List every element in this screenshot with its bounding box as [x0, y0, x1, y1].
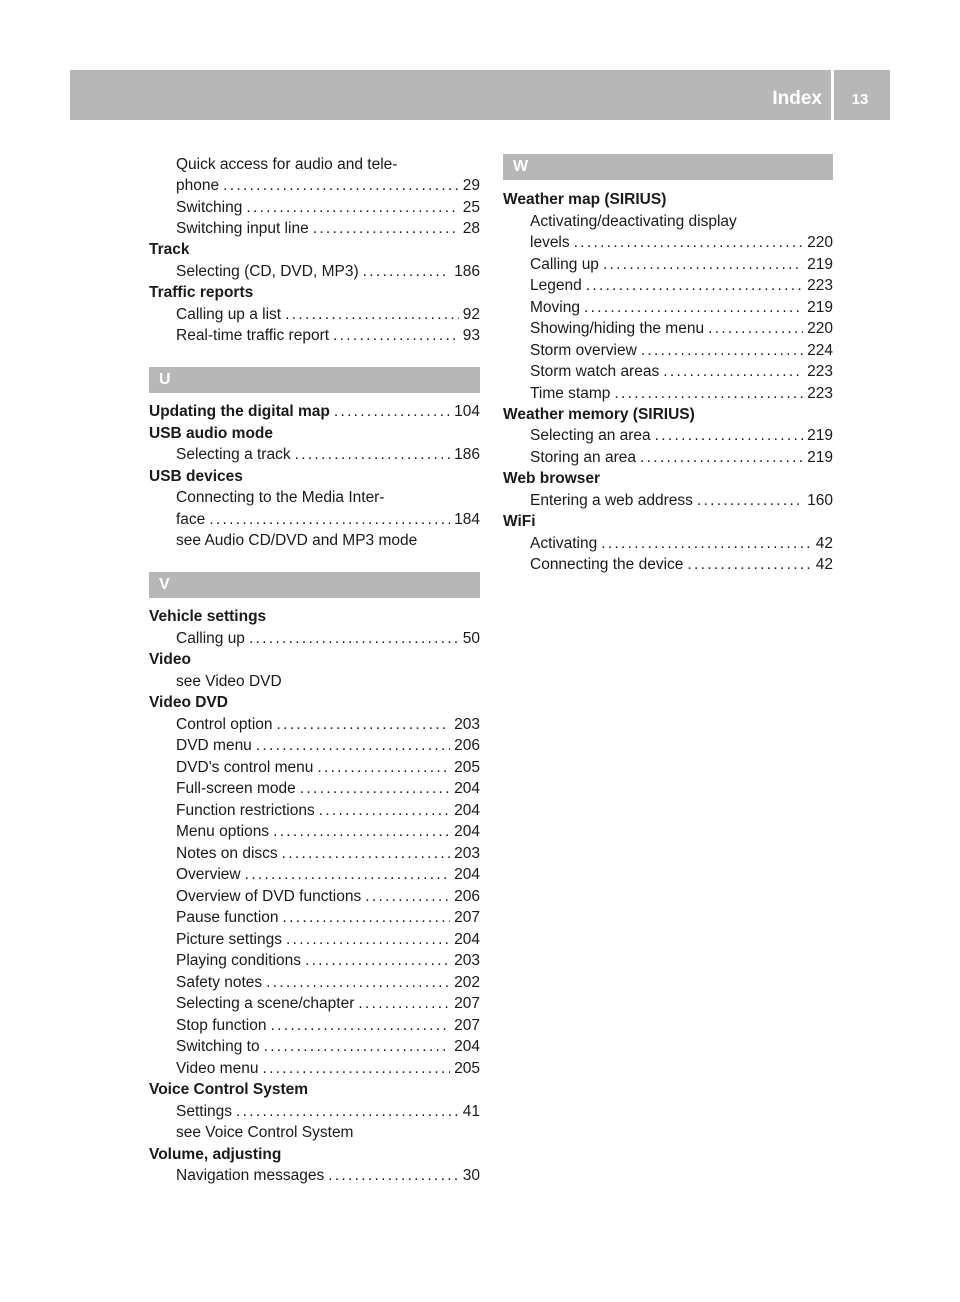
index-entry: Overview of DVD functions . . . 206 — [176, 886, 480, 907]
index-entry: Switching to . . . 204 — [176, 1036, 480, 1057]
index-entry: Storm watch areas . . . 223 — [530, 361, 833, 382]
index-entry: Moving . . . 219 — [530, 297, 833, 318]
index-entry: Safety notes . . . 202 — [176, 972, 480, 993]
section-header-v: V — [149, 572, 480, 598]
index-entry: DVD menu . . . 206 — [176, 735, 480, 756]
index-entry: Video menu . . . 205 — [176, 1058, 480, 1079]
index-entry: Switching . . . 25 — [176, 197, 480, 218]
index-entry: Overview . . . 204 — [176, 864, 480, 885]
index-entry: Entering a web address . . . 160 — [530, 490, 833, 511]
index-heading: WiFi — [503, 513, 536, 530]
index-entry: Calling up . . . 219 — [530, 254, 833, 275]
index-entry: Menu options . . . 204 — [176, 821, 480, 842]
index-entry: Storm overview . . . 224 — [530, 340, 833, 361]
index-heading: Traffic reports — [149, 284, 254, 301]
index-entry: Selecting a scene/chapter . . . 207 — [176, 993, 480, 1014]
index-entry: levels . . . 220 — [530, 232, 833, 253]
index-entry: Picture settings . . . 204 — [176, 929, 480, 950]
index-entry: Playing conditions . . . 203 — [176, 950, 480, 971]
index-heading: Weather memory (SIRIUS) — [503, 406, 695, 423]
section-header-w: W — [503, 154, 833, 180]
index-entry: Time stamp . . . 223 — [530, 383, 833, 404]
index-entry: Activating/deactivating display — [530, 213, 737, 230]
index-heading: Weather map (SIRIUS) — [503, 191, 667, 208]
index-entry: see Audio CD/DVD and MP3 mode — [176, 532, 418, 549]
index-entry: Storing an area . . . 219 — [530, 447, 833, 468]
index-heading: Video DVD — [149, 694, 228, 711]
index-entry: Real-time traffic report . . . 93 — [176, 325, 480, 346]
index-entry: Selecting an area . . . 219 — [530, 425, 833, 446]
index-entry: face . . . 184 — [176, 509, 480, 530]
index-entry: see Video DVD — [176, 673, 282, 690]
index-entry: Selecting (CD, DVD, MP3) . . . 186 — [176, 261, 480, 282]
index-entry: Calling up . . . 50 — [176, 628, 480, 649]
index-entry: Showing/hiding the menu . . . 220 — [530, 318, 833, 339]
index-heading: Voice Control System — [149, 1081, 309, 1098]
index-entry: Pause function . . . 207 — [176, 907, 480, 928]
index-heading: USB devices — [149, 468, 243, 485]
index-entry: Settings . . . 41 — [176, 1101, 480, 1122]
index-heading: Updating the digital map . . . 104 — [149, 401, 480, 422]
index-entry: Quick access for audio and tele- — [176, 156, 398, 173]
index-entry: phone . . . 29 — [176, 175, 480, 196]
section-header-u: U — [149, 367, 480, 393]
index-entry: Activating . . . 42 — [530, 533, 833, 554]
index-entry: Legend . . . 223 — [530, 275, 833, 296]
index-heading: USB audio mode — [149, 425, 274, 442]
index-entry: Function restrictions . . . 204 — [176, 800, 480, 821]
page-title: Index — [772, 88, 822, 109]
index-heading: Video — [149, 651, 191, 668]
index-entry: Notes on discs . . . 203 — [176, 843, 480, 864]
index-entry: DVD's control menu . . . 205 — [176, 757, 480, 778]
header-divider — [831, 70, 834, 120]
index-heading: Vehicle settings — [149, 608, 267, 625]
index-entry: Calling up a list . . . 92 — [176, 304, 480, 325]
index-entry: Stop function . . . 207 — [176, 1015, 480, 1036]
index-heading: Track — [149, 241, 190, 258]
page-number: 13 — [851, 91, 869, 108]
index-entry: Control option . . . 203 — [176, 714, 480, 735]
index-entry: Connecting the device . . . 42 — [530, 554, 833, 575]
index-heading: Volume, adjusting — [149, 1146, 282, 1163]
index-entry: Connecting to the Media Inter- — [176, 489, 385, 506]
index-entry: see Voice Control System — [176, 1124, 354, 1141]
index-entry: Switching input line . . . 28 — [176, 218, 480, 239]
index-entry: Full-screen mode . . . 204 — [176, 778, 480, 799]
index-entry: Navigation messages . . . 30 — [176, 1165, 480, 1186]
index-heading: Web browser — [503, 470, 601, 487]
index-entry: Selecting a track . . . 186 — [176, 444, 480, 465]
